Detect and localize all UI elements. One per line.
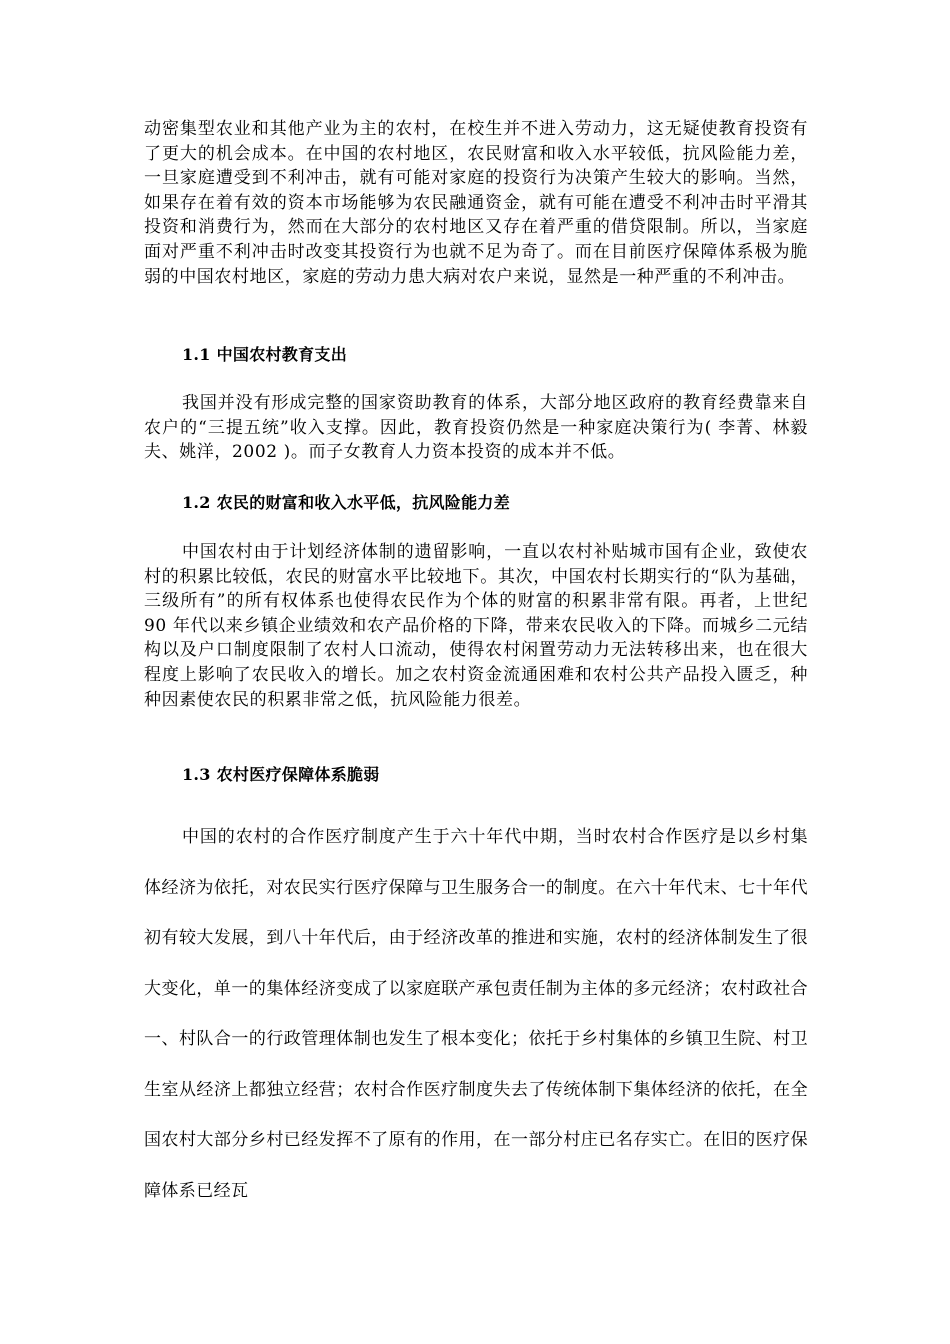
section-1-3-heading: 1.3 农村医疗保障体系脆弱 xyxy=(182,765,380,784)
section-1-1-heading: 1.1 中国农村教育支出 xyxy=(182,345,348,364)
section-1-1-paragraph: 我国并没有形成完整的国家资助教育的体系，大部分地区政府的教育经费靠来自农户的“三提五统”收入支撑。因此，教育投资仍然是一种家庭决策行为( 李菁、林毅夫、姚洋，2002 )。而子女教育人力资本投资的成本并不低。 xyxy=(144,393,808,463)
section-1-3-paragraph: 中国的农村的合作医疗制度产生于六十年代中期，当时农村合作医疗是以乡村集体经济为依托，对农民实行医疗保障与卫生服务合一的制度。在六十年代末、七十年代初有较大发展，到八十年代后，由于经济改革的推进和实施，农村的经济体制发生了很大变化，单一的集体经济变成了以家庭联产承包责任制为主体的多元经济；农村政社合一、村队合一的行政管理体制也发生了根本变化；依托于乡村集体的乡镇卫生院、村卫生室从经济上都独立经营；农村合作医疗制度失去了传统体制下集体经济的依托，在全国农村大部分乡村已经发挥不了原有的作用，在一部分村庄已名存实亡。在旧的医疗保障体系已经瓦 xyxy=(144,827,808,1201)
intro-paragraph: 动密集型农业和其他产业为主的农村，在校生并不进入劳动力，这无疑使教育投资有了更大的机会成本。在中国的农村地区，农民财富和收入水平较低，抗风险能力差，一旦家庭遭受到不利冲击，就有可能对家庭的投资行为决策产生较大的影响。当然，如果存在着有效的资本市场能够为农民融通资金，就有可能在遭受不利冲击时平滑其投资和消费行为，然而在大部分的农村地区又存在着严重的借贷限制。所以，当家庭面对严重不利冲击时改变其投资行为也就不足为奇了。而在目前医疗保障体系极为脆弱的中国农村地区，家庭的劳动力患大病对农户来说，显然是一种严重的不利冲击。 xyxy=(144,119,808,287)
section-1-3-block xyxy=(144,812,808,1216)
section-1-1-block xyxy=(144,391,808,465)
intro-paragraph-block xyxy=(144,117,808,289)
section-1-2-heading: 1.2 农民的财富和收入水平低，抗风险能力差 xyxy=(182,493,511,512)
section-1-2-block xyxy=(144,540,808,712)
section-1-2-paragraph: 中国农村由于计划经济体制的遗留影响，一直以农村补贴城市国有企业，致使农村的积累比较低，农民的财富水平比较地下。其次，中国农村长期实行的“队为基础，三级所有”的所有权体系也使得农民作为个体的财富的积累非常有限。再者，上世纪 90 年代以来乡镇企业绩效和农产品价格的下降，带来农民收入的下降。而城乡二元结构以及户口制度限制了农村人口流动，使得农村闲置劳动力无法转移出来，也在很大程度上影响了农民收入的增长。加之农村资金流通困难和农村公共产品投入匮乏，种种因素使农民的积累非常之低，抗风险能力很差。 xyxy=(144,542,808,710)
